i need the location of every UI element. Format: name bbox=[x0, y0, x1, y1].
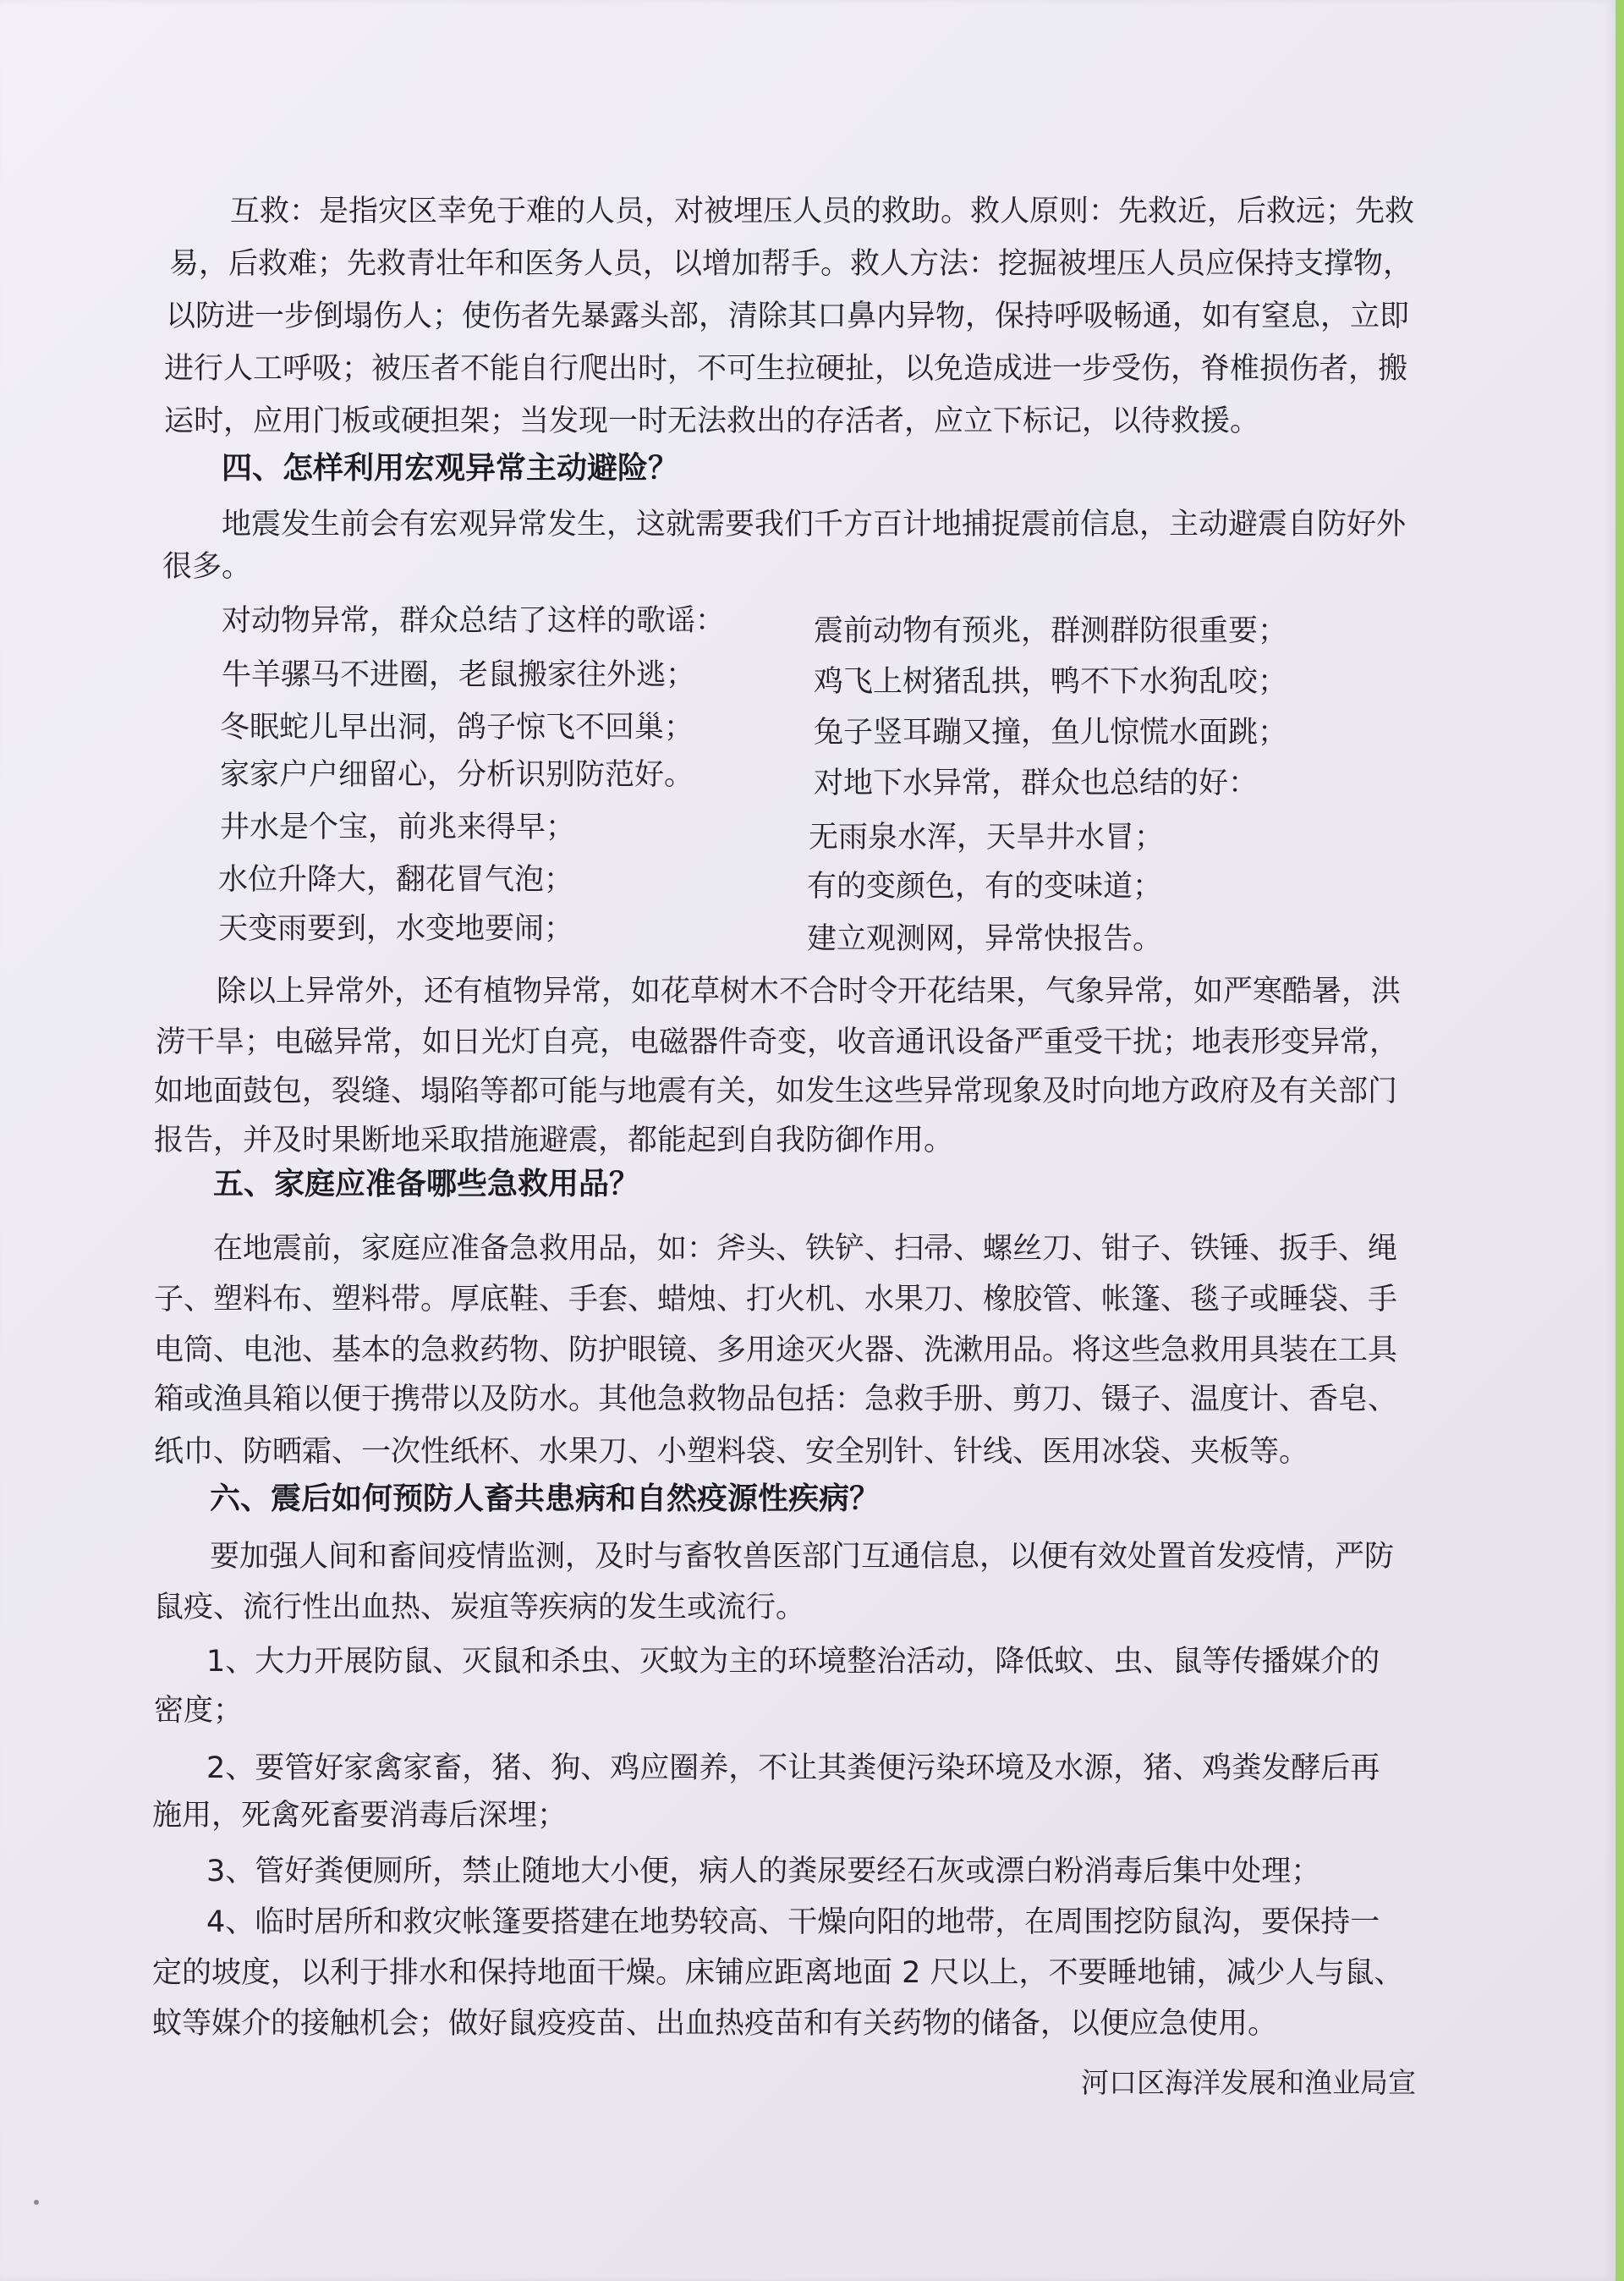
verse-left: 家家户户细留心，分析识别防范好。 bbox=[220, 758, 694, 792]
section-heading-5: 五、家庭应准备哪些急救用品？ bbox=[213, 1167, 640, 1201]
body-line: 易，后救难；先救青壮年和医务人员，以增加帮手。救人方法：挖掘被埋压人员应保持支撑物， bbox=[169, 247, 1413, 281]
verse-right: 兔子竖耳蹦又撞，鱼儿惊慌水面跳； bbox=[814, 716, 1288, 750]
verse-left: 牛羊骡马不进圈，老鼠搬家往外逃； bbox=[222, 658, 696, 692]
page-speck bbox=[34, 2200, 39, 2205]
body-line: 施用，死禽死畜要消毒后深埋； bbox=[152, 1799, 568, 1833]
body-line: 电筒、电池、基本的急救药物、防护眼镜、多用途灭火器、洗漱用品。将这些急救用具装在工具 bbox=[154, 1333, 1398, 1367]
body-line: 要加强人间和畜间疫情监测，及时与畜牧兽医部门互通信息，以便有效处置首发疫情，严防 bbox=[210, 1540, 1395, 1574]
issuer-signature: 河口区海洋发展和渔业局宣 bbox=[1081, 2066, 1416, 2099]
section-heading-6: 六、震后如何预防人畜共患病和自然疫源性疾病？ bbox=[210, 1481, 881, 1516]
verse-right: 无雨泉水浑，天旱井水冒； bbox=[809, 821, 1165, 855]
list-item-3: 3、管好粪便厕所，禁止随地大小便，病人的粪尿要经石灰或漂白粉消毒后集中处理； bbox=[206, 1855, 1321, 1888]
verse-left: 水位升降大，翻花冒气泡； bbox=[218, 863, 574, 897]
verse-right: 建立观测网，异常快报告。 bbox=[807, 922, 1163, 956]
verse-right: 有的变颜色，有的变味道； bbox=[807, 870, 1163, 904]
verse-right: 震前动物有预兆，群测群防很重要； bbox=[814, 614, 1288, 648]
verse-left: 冬眠蛇儿早出洞，鸽子惊飞不回巢； bbox=[220, 711, 694, 745]
body-line: 如地面鼓包，裂缝、塌陷等都可能与地震有关，如发生这些异常现象及时向地方政府及有关部门 bbox=[154, 1075, 1398, 1108]
verse-right: 对地下水异常，群众也总结的好： bbox=[814, 767, 1259, 800]
body-line: 以防进一步倒塌伤人；使伤者先暴露头部，清除其口鼻内异物，保持呼吸畅通，如有窒息，立即 bbox=[166, 300, 1410, 333]
verse-left: 井水是个宝，前兆来得早； bbox=[220, 811, 576, 844]
list-item-2: 2、要管好家禽家畜，猪、狗、鸡应圈养，不让其粪便污染环境及水源，猪、鸡粪发酵后再 bbox=[206, 1751, 1380, 1785]
body-line: 很多。 bbox=[162, 550, 252, 584]
body-line: 报告，并及时果断地采取措施避震，都能起到自我防御作用。 bbox=[154, 1124, 954, 1157]
body-line: 在地震前，家庭应准备急救用品，如：斧头、铁铲、扫帚、螺丝刀、钳子、铁锤、扳手、绳 bbox=[213, 1232, 1398, 1266]
body-line: 涝干旱；电磁异常，如日光灯自亮，电磁器件奇变，收音通讯设备严重受干扰；地表形变异常， bbox=[156, 1025, 1400, 1059]
body-line: 互救：是指灾区幸免于难的人员，对被埋压人员的救助。救人原则：先救近，后救远；先救 bbox=[230, 195, 1415, 228]
body-line: 进行人工呼吸；被压者不能自行爬出时，不可生拉硬扯，以免造成进一步受伤，脊椎损伤者，搬 bbox=[164, 352, 1408, 386]
body-line: 除以上异常外，还有植物异常，如花草树木不合时令开花结果，气象异常，如严寒酷暑，洪 bbox=[217, 975, 1402, 1009]
body-line: 定的坡度，以利于排水和保持地面干燥。床铺应距离地面 2 尺以上，不要睡地铺，减少人与鼠、 bbox=[152, 1956, 1404, 1990]
body-line: 子、塑料布、塑料带。厚底鞋、手套、蜡烛、打火机、水果刀、橡胶管、帐篷、毯子或睡袋、手 bbox=[154, 1283, 1398, 1316]
body-line: 密度； bbox=[154, 1694, 244, 1728]
list-item-4: 4、临时居所和救灾帐篷要搭建在地势较高、干燥向阳的地带，在周围挖防鼠沟，要保持一 bbox=[206, 1905, 1380, 1939]
body-line: 纸巾、防晒霜、一次性纸杯、水果刀、小塑料袋、安全别针、针线、医用冰袋、夹板等。 bbox=[154, 1435, 1309, 1469]
section-heading-4: 四、怎样利用宏观异常主动避险？ bbox=[222, 451, 679, 486]
body-line: 地震发生前会有宏观异常发生，这就需要我们千方百计地捕捉震前信息，主动避震自防好外 bbox=[222, 508, 1407, 541]
verse-left: 对动物异常，群众总结了这样的歌谣： bbox=[222, 604, 726, 638]
body-line: 箱或渔具箱以便于携带以及防水。其他急救物品包括：急救手册、剪刀、镊子、温度计、香皂、 bbox=[154, 1382, 1398, 1416]
body-line: 运时，应用门板或硬担架；当发现一时无法救出的存活者，应立下标记，以待救援。 bbox=[164, 404, 1260, 438]
body-line: 鼠疫、流行性出血热、炭疽等疾病的发生或流行。 bbox=[154, 1591, 806, 1624]
verse-left: 天变雨要到，水变地要闹； bbox=[218, 912, 574, 946]
verse-right: 鸡飞上树猪乱拱，鸭不下水狗乱咬； bbox=[814, 665, 1288, 699]
list-item-1: 1、大力开展防鼠、灭鼠和杀虫、灭蚊为主的环境整治活动，降低蚊、虫、鼠等传播媒介的 bbox=[206, 1645, 1380, 1679]
body-line: 蚊等媒介的接触机会；做好鼠疫疫苗、出血热疫苗和有关药物的储备，以便应急使用。 bbox=[152, 2007, 1278, 2041]
